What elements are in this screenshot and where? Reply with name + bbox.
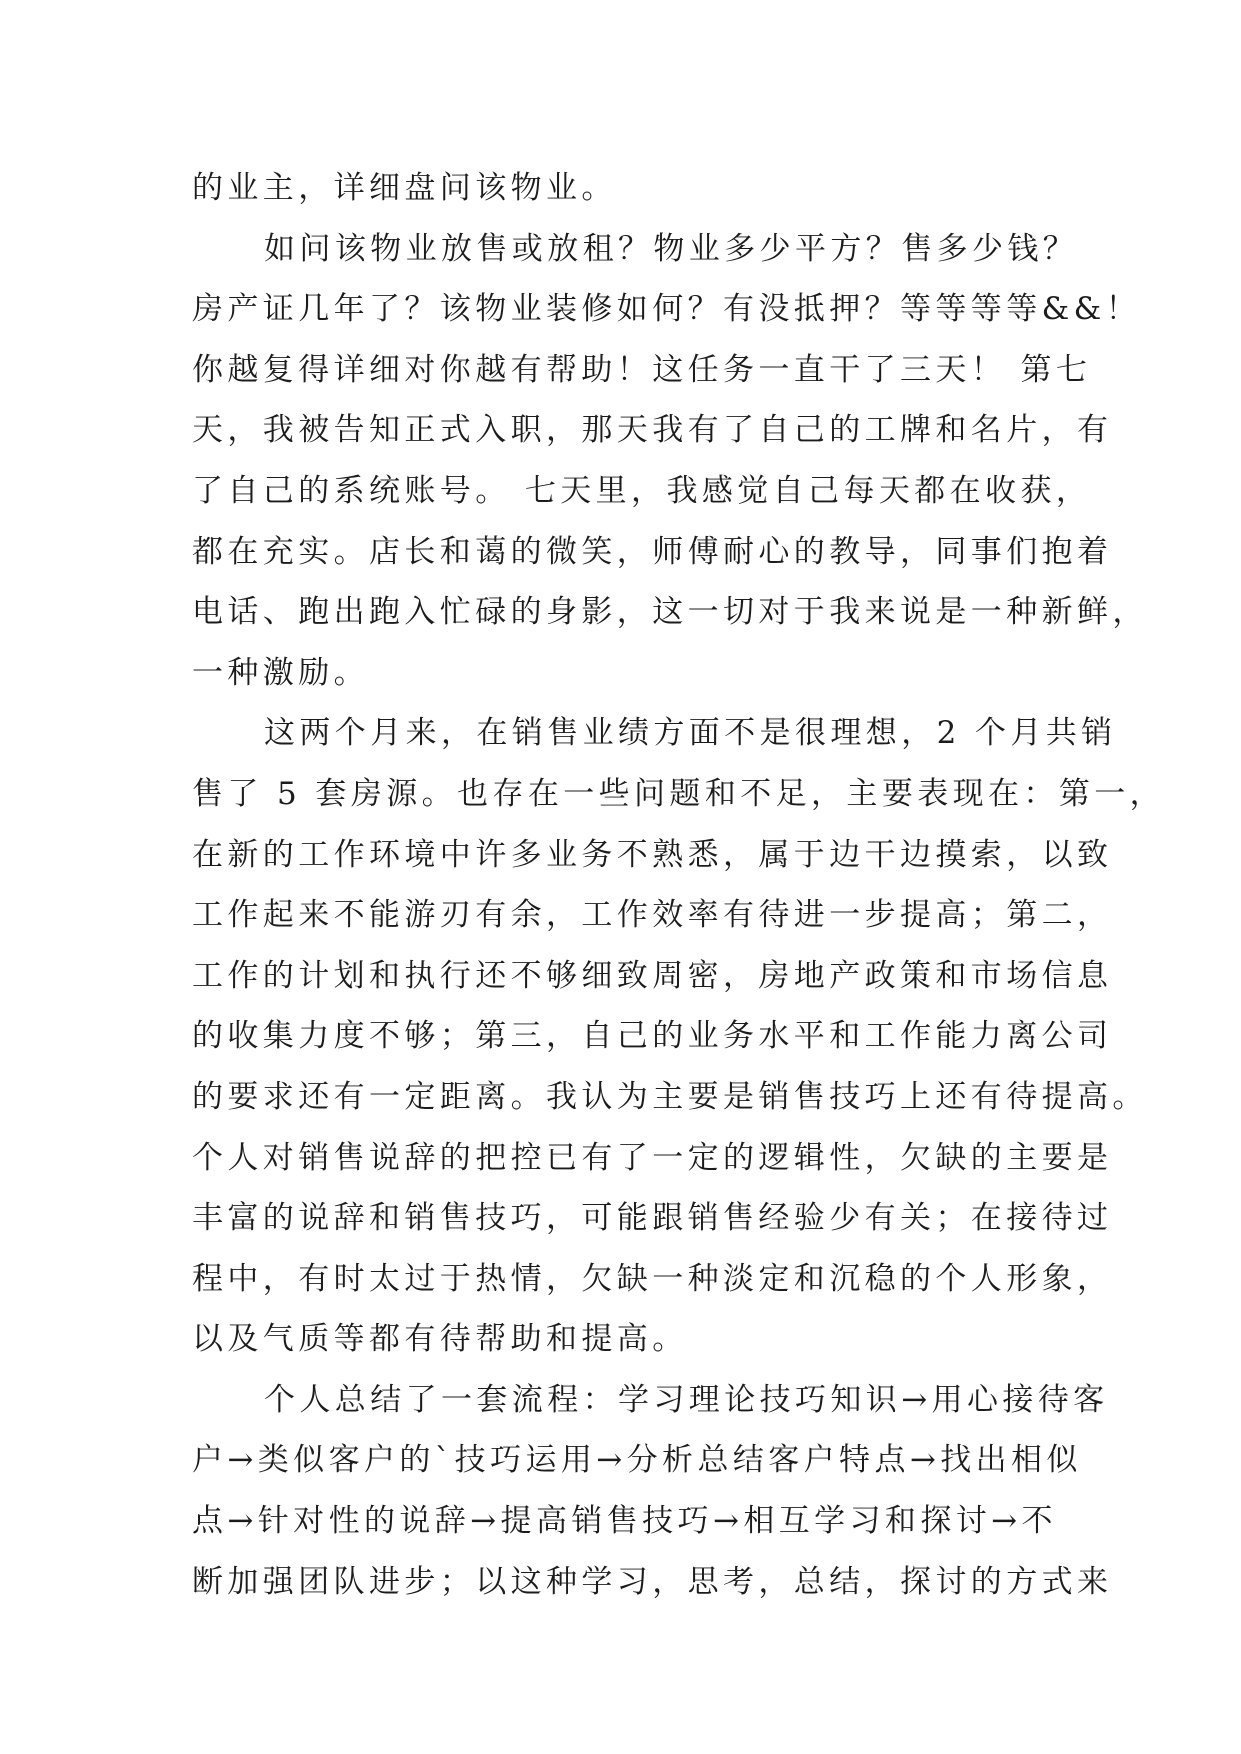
text-line: 个人对销售说辞的把控已有了一定的逻辑性，欠缺的主要是 [192,1139,1113,1176]
text-line: 断加强团队进步；以这种学习，思考，总结，探讨的方式来 [192,1563,1113,1600]
text-line: 了自己的系统账号。 七天里，我感觉自己每天都在收获， [192,472,1092,509]
text-line: 的要求还有一定距离。我认为主要是销售技巧上还有待提高。 [192,1078,1148,1115]
text-line: 都在充实。店长和蔼的微笑，师傅耐心的教导，同事们抱着 [192,533,1113,570]
text-line: 电话、跑出跑入忙碌的身影，这一切对于我来说是一种新鲜， [192,594,1148,631]
text-line: 的业主，详细盘问该物业。 [192,170,617,206]
text-line: 以及气质等都有待帮助和提高。 [192,1321,688,1358]
text-line: 在新的工作环境中许多业务不熟悉，属于边干边摸索，以致 [192,836,1113,873]
text-line: 丰富的说辞和销售技巧，可能跟销售经验少有关；在接待过 [192,1200,1113,1237]
document-body [192,158,1166,1612]
text-line: 售了 5 套房源。也存在一些问题和不足，主要表现在：第一， [192,775,1166,812]
text-line: 工作的计划和执行还不够细致周密，房地产政策和市场信息 [192,957,1113,994]
text-line: 个人总结了一套流程：学习理论技巧知识→用心接待客 [264,1381,1109,1418]
text-line: 如问该物业放售或放租？物业多少平方？售多少钱？ [264,230,1079,267]
text-line: 的收集力度不够；第三，自己的业务水平和工作能力离公司 [192,1018,1113,1055]
text-line: 户→类似客户的`技巧运用→分析总结客户特点→找出相似 [192,1442,1082,1479]
text-line: 点→针对性的说辞→提高销售技巧→相互学习和探讨→不 [192,1503,1057,1540]
text-line: 工作起来不能游刃有余，工作效率有待进一步提高；第二， [192,897,1113,934]
text-line: 你越复得详细对你越有帮助！这任务一直干了三天！ 第七 [192,351,1092,388]
text-line: 房产证几年了？该物业装修如何？有没抵押？等等等等&&！ [192,291,1141,328]
text-line: 天，我被告知正式入职，那天我有了自己的工牌和名片，有 [192,412,1113,449]
text-line: 这两个月来，在销售业绩方面不是很理想，2 个月共销 [264,715,1117,752]
text-line: 程中，有时太过于热情，欠缺一种淡定和沉稳的个人形象， [192,1260,1113,1297]
text-line: 一种激励。 [192,654,369,691]
